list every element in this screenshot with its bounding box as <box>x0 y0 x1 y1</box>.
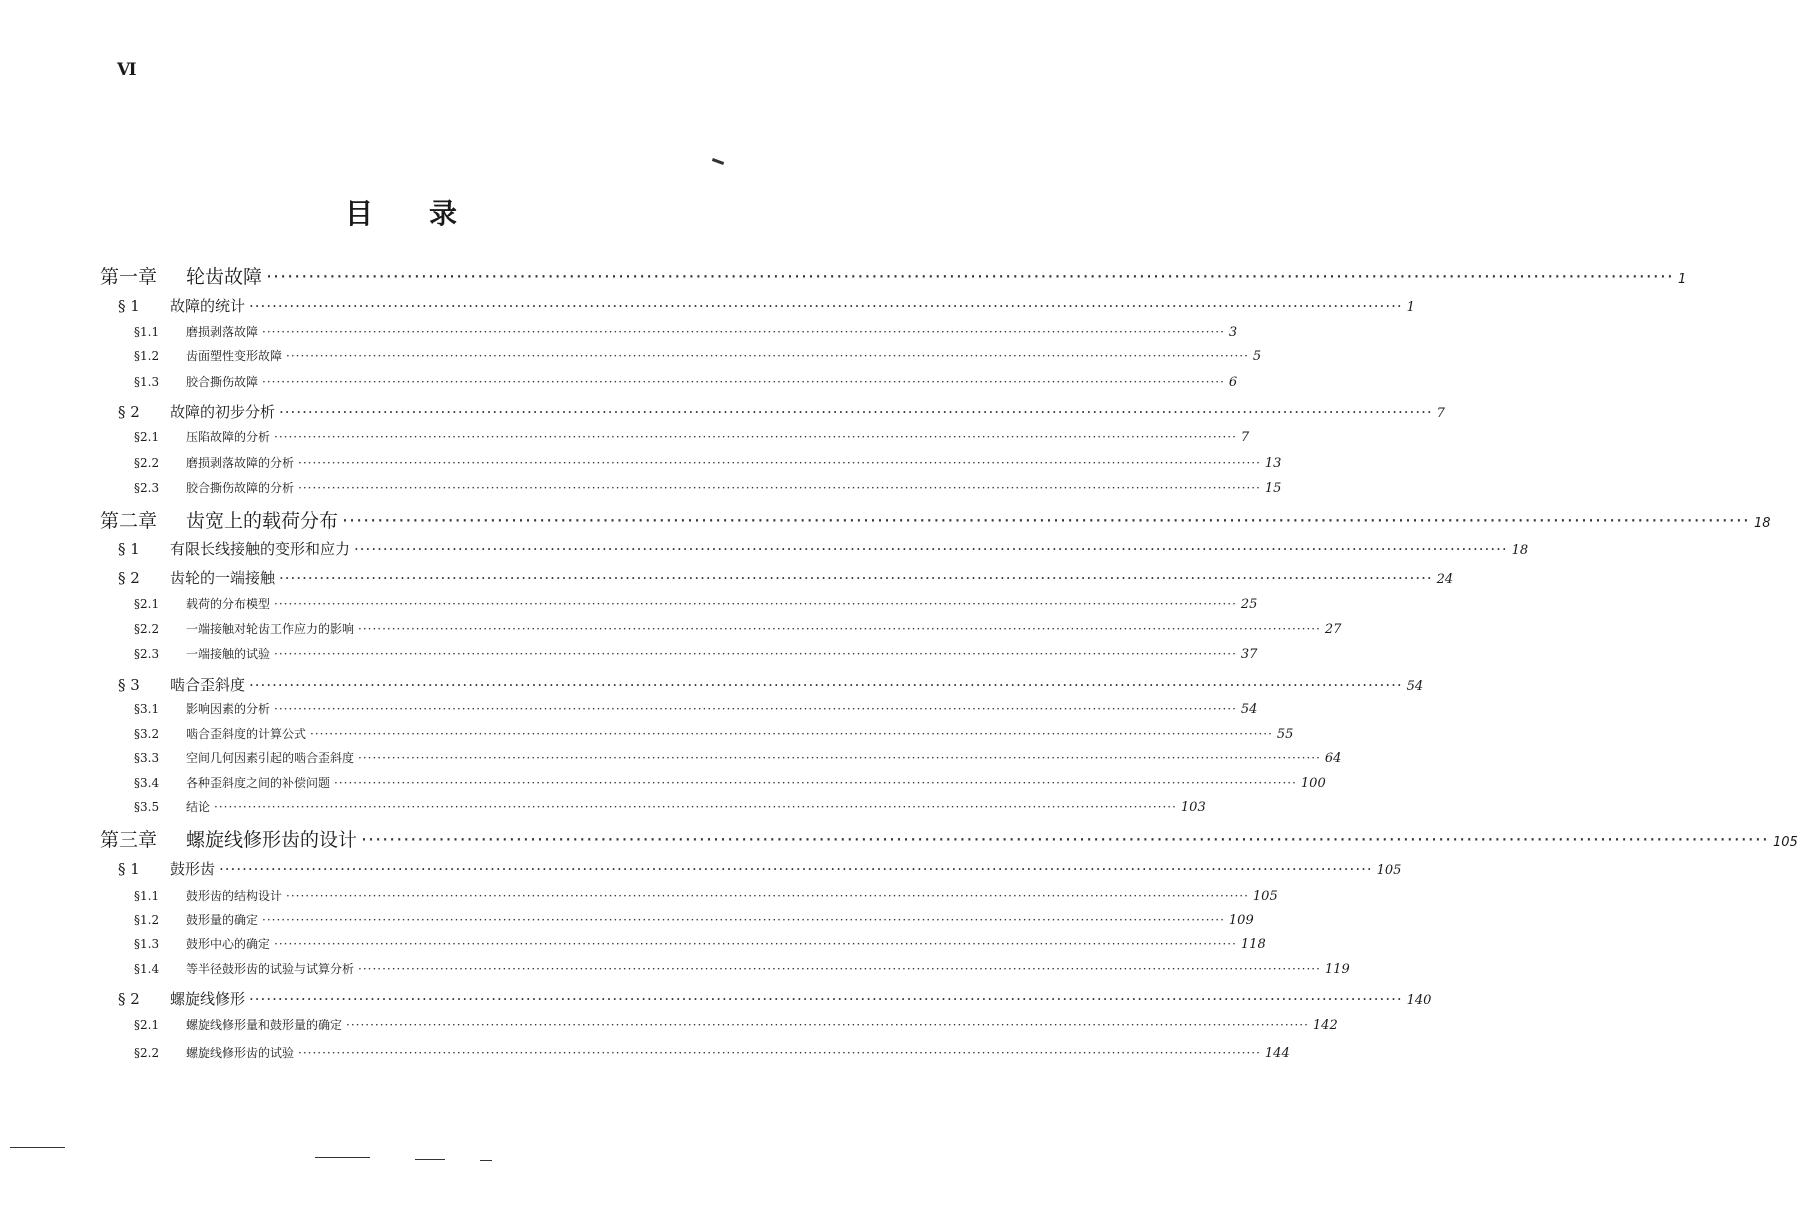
toc-entry-section <box>118 295 1415 316</box>
toc-entry-label <box>134 960 354 977</box>
dot-leader: ········································································································································································································ <box>358 622 1321 636</box>
toc-entry-title: 影响因素的分析 <box>186 702 271 716</box>
toc-entry-sub <box>134 373 1238 390</box>
toc-entry-section <box>118 401 1445 422</box>
toc-entry-sub <box>134 347 1262 364</box>
toc-entry-number: §1.2 <box>134 913 160 927</box>
toc-entry-page: 24 <box>1436 572 1454 587</box>
dot-leader: ········································································································································································································ <box>358 751 1321 765</box>
toc-entry-page: 13 <box>1264 456 1282 471</box>
toc-entry-page: 7 <box>1436 406 1445 421</box>
toc-entry-sub <box>134 935 1266 952</box>
toc-entry-page: 1 <box>1677 272 1687 287</box>
toc-entry-page: 100 <box>1300 776 1326 791</box>
toc-entry-label <box>134 479 294 496</box>
toc-entry-sub <box>134 620 1342 637</box>
dot-leader: ········································································································································································································ <box>286 889 1249 903</box>
toc-entry-title: 空间几何因素引起的啮合歪斜度 <box>186 751 355 765</box>
toc-entry-label <box>134 347 282 364</box>
dot-leader: ········································································································································································································ <box>358 962 1321 976</box>
toc-entry-number: §1.4 <box>134 962 160 976</box>
toc-entry-page: 3 <box>1228 325 1238 340</box>
toc-entry-sub <box>134 1016 1338 1033</box>
toc-title-text: 目 录 <box>344 197 457 230</box>
toc-title <box>0 192 802 232</box>
dot-leader: ········································································································································································································ <box>274 702 1237 716</box>
toc-entry-page: 109 <box>1228 913 1254 928</box>
toc-entry-title: 啮合歪斜度 <box>170 676 246 694</box>
dot-leader: ········································································································································································································ <box>310 727 1273 741</box>
toc-entry-number: 第一章 <box>100 266 158 288</box>
toc-entry-number: § 2 <box>118 569 140 587</box>
dot-leader: ········································································································································································································ <box>219 860 1373 878</box>
toc-entry-label <box>134 700 270 717</box>
toc-entry-title: 齿面塑性变形故障 <box>186 349 283 363</box>
scan-mark <box>315 1157 370 1158</box>
toc-entry-label <box>134 725 306 742</box>
toc-entry-chapter <box>100 262 1687 289</box>
dot-leader: ········································································································································································································ <box>249 676 1403 694</box>
toc-entry-section <box>118 674 1424 695</box>
toc-entry-sub <box>134 700 1258 717</box>
toc-entry-number: § 2 <box>118 990 140 1008</box>
toc-entry-sub <box>134 911 1254 928</box>
toc-entry-title: 鼓形量的确定 <box>186 913 259 927</box>
toc-entry-label <box>134 454 294 471</box>
toc-entry-number: §1.2 <box>134 349 160 363</box>
toc-entry-page: 105 <box>1252 889 1278 904</box>
toc-entry-page: 25 <box>1240 597 1258 612</box>
dot-leader: ········································································································································································································ <box>279 403 1433 421</box>
scan-mark <box>10 1147 65 1148</box>
toc-entry-title: 压陷故障的分析 <box>186 430 271 444</box>
toc-entry-title: 鼓形齿的结构设计 <box>186 889 283 903</box>
toc-entry-page: 119 <box>1324 962 1350 977</box>
toc-entry-label <box>134 749 354 766</box>
toc-entry-label <box>134 798 210 815</box>
toc-entry-number: § 3 <box>118 676 140 694</box>
toc-entry-chapter <box>100 825 1798 852</box>
toc-entry-number: §2.1 <box>134 597 160 611</box>
toc-entry-title: 鼓形中心的确定 <box>186 937 271 951</box>
toc-entry-label <box>118 401 275 422</box>
dot-leader: ········································································································································································································ <box>266 266 1674 288</box>
dot-leader: ········································································································································································································ <box>262 325 1225 339</box>
scan-mark <box>712 158 724 165</box>
toc-entry-title: 齿宽上的载荷分布 <box>186 510 339 532</box>
toc-entry-number: 第三章 <box>100 829 158 851</box>
toc-entry-page: 5 <box>1252 349 1262 364</box>
toc-entry-label <box>118 858 215 879</box>
toc-entry-page: 6 <box>1228 375 1238 390</box>
toc-entry-page: 7 <box>1240 430 1250 445</box>
toc-entry-sub <box>134 749 1342 766</box>
toc-entry-page: 54 <box>1406 679 1424 694</box>
toc-entry-title: 一端接触的试验 <box>186 647 271 661</box>
toc-entry-number: § 2 <box>118 403 140 421</box>
toc-entry-label <box>118 674 245 695</box>
toc-entry-title: 故障的初步分析 <box>170 403 276 421</box>
toc-entry-section <box>118 858 1402 879</box>
toc-entry-number: §1.1 <box>134 325 160 339</box>
scan-mark <box>480 1160 492 1161</box>
toc-entry-chapter <box>100 506 1771 533</box>
toc-entry-label <box>118 538 350 559</box>
toc-entry-sub <box>134 645 1258 662</box>
toc-entry-title: 螺旋线修形齿的试验 <box>186 1046 295 1060</box>
toc-entry-page: 1 <box>1406 300 1415 315</box>
dot-leader: ········································································································································································································ <box>298 481 1261 495</box>
dot-leader: ········································································································································································································ <box>262 375 1225 389</box>
toc-entry-number: §2.3 <box>134 481 160 495</box>
toc-entry-page: 118 <box>1240 937 1266 952</box>
toc-entry-label <box>134 645 270 662</box>
toc-entry-page: 144 <box>1264 1046 1290 1061</box>
toc-entry-number: § 1 <box>118 297 140 315</box>
toc-entry-label <box>118 988 245 1009</box>
dot-leader: ········································································································································································································ <box>214 800 1177 814</box>
toc-entry-sub <box>134 725 1294 742</box>
toc-entry-label <box>134 373 258 390</box>
dot-leader: ········································································································································································································ <box>298 1046 1261 1060</box>
scan-mark <box>415 1159 445 1160</box>
toc-entry-title: 螺旋线修形量和鼓形量的确定 <box>186 1018 343 1032</box>
toc-entry-label <box>100 825 357 852</box>
dot-leader: ········································································································································································································ <box>274 647 1237 661</box>
toc-entry-sub <box>134 479 1282 496</box>
toc-entry-number: §2.1 <box>134 430 160 444</box>
toc-entry-number: §1.3 <box>134 937 160 951</box>
dot-leader: ········································································································································································································ <box>286 349 1249 363</box>
toc-entry-title: 结论 <box>186 800 211 814</box>
toc-entry-label <box>134 935 270 952</box>
toc-entry-page: 15 <box>1264 481 1282 496</box>
toc-entry-sub <box>134 428 1250 445</box>
dot-leader: ········································································································································································································ <box>361 829 1769 851</box>
page-number: Ⅵ <box>117 60 135 80</box>
toc-entry-label <box>100 262 262 289</box>
toc-entry-number: §1.3 <box>134 375 160 389</box>
toc-entry-sub <box>134 454 1282 471</box>
toc-entry-page: 105 <box>1376 863 1402 878</box>
toc-entry-title: 啮合歪斜度的计算公式 <box>186 727 307 741</box>
toc-entry-title: 磨损剥落故障的分析 <box>186 456 295 470</box>
toc-entry-sub <box>134 595 1258 612</box>
dot-leader: ········································································································································································································ <box>274 597 1237 611</box>
toc-entry-page: 18 <box>1511 543 1529 558</box>
dot-leader: ········································································································································································································ <box>334 776 1297 790</box>
toc-entry-number: §3.5 <box>134 800 160 814</box>
toc-entry-section <box>118 988 1432 1009</box>
toc-entry-sub <box>134 1044 1290 1061</box>
toc-entry-label <box>134 911 258 928</box>
toc-entry-number: §3.2 <box>134 727 160 741</box>
toc-entry-sub <box>134 887 1278 904</box>
toc-entry-number: §1.1 <box>134 889 160 903</box>
toc-entry-page: 64 <box>1324 751 1342 766</box>
toc-entry-section <box>118 538 1529 559</box>
toc-entry-title: 胶合撕伤故障的分析 <box>186 481 295 495</box>
dot-leader: ········································································································································································································ <box>346 1018 1309 1032</box>
toc-entry-label <box>118 295 245 316</box>
toc-entry-label <box>134 774 330 791</box>
toc-entry-label <box>134 1044 294 1061</box>
toc-entry-number: §3.4 <box>134 776 160 790</box>
toc-entry-label <box>100 506 338 533</box>
toc-entry-title: 磨损剥落故障 <box>186 325 259 339</box>
dot-leader: ········································································································································································································ <box>274 430 1237 444</box>
toc-entry-number: §3.1 <box>134 702 160 716</box>
toc-entry-sub <box>134 960 1350 977</box>
toc-entry-number: § 1 <box>118 860 140 878</box>
toc-entry-label <box>134 1016 342 1033</box>
toc-entry-label <box>134 323 258 340</box>
toc-entry-title: 胶合撕伤故障 <box>186 375 259 389</box>
dot-leader: ········································································································································································································ <box>279 569 1433 587</box>
toc-entry-page: 54 <box>1240 702 1258 717</box>
toc-entry-title: 螺旋线修形齿的设计 <box>186 829 358 851</box>
toc-entry-number: §2.1 <box>134 1018 160 1032</box>
toc-entry-page: 55 <box>1276 727 1294 742</box>
dot-leader: ········································································································································································································ <box>298 456 1261 470</box>
toc-entry-title: 故障的统计 <box>170 297 246 315</box>
toc-entry-title: 载荷的分布模型 <box>186 597 271 611</box>
toc-entry-title: 各种歪斜度之间的补偿问题 <box>186 776 331 790</box>
toc-entry-sub <box>134 774 1326 791</box>
toc-entry-page: 37 <box>1240 647 1258 662</box>
toc-entry-number: §3.3 <box>134 751 160 765</box>
toc-entry-number: §2.2 <box>134 456 160 470</box>
dot-leader: ········································································································································································································ <box>354 540 1508 558</box>
toc-entry-sub <box>134 798 1206 815</box>
toc-entry-page: 103 <box>1180 800 1206 815</box>
toc-entry-sub <box>134 323 1238 340</box>
dot-leader: ········································································································································································································ <box>249 990 1403 1008</box>
dot-leader: ········································································································································································································ <box>342 510 1750 532</box>
toc-entry-page: 18 <box>1753 516 1771 531</box>
toc-entry-page: 27 <box>1324 622 1342 637</box>
toc-entry-label <box>118 567 275 588</box>
toc-entry-number: §2.2 <box>134 622 160 636</box>
dot-leader: ········································································································································································································ <box>262 913 1225 927</box>
toc-entry-section <box>118 567 1454 588</box>
toc-entry-title: 齿轮的一端接触 <box>170 569 276 587</box>
toc-entry-title: 一端接触对轮齿工作应力的影响 <box>186 622 355 636</box>
toc-entry-title: 螺旋线修形 <box>170 990 246 1008</box>
dot-leader: ········································································································································································································ <box>249 297 1403 315</box>
toc-entry-title: 等半径鼓形齿的试验与试算分析 <box>186 962 355 976</box>
toc-entry-page: 105 <box>1772 835 1798 850</box>
toc-entry-label <box>134 887 282 904</box>
toc-entry-title: 有限长线接触的变形和应力 <box>170 540 351 558</box>
toc-entry-title: 轮齿故障 <box>186 266 263 288</box>
toc-entry-label <box>134 620 354 637</box>
toc-entry-title: 鼓形齿 <box>170 860 216 878</box>
dot-leader: ········································································································································································································ <box>274 937 1237 951</box>
toc-entry-label <box>134 595 270 612</box>
toc-entry-label <box>134 428 270 445</box>
toc-entry-number: § 1 <box>118 540 140 558</box>
toc-entry-page: 142 <box>1312 1018 1338 1033</box>
toc-entry-number: 第二章 <box>100 510 158 532</box>
toc-entry-page: 140 <box>1406 993 1432 1008</box>
toc-entry-number: §2.3 <box>134 647 160 661</box>
toc-entry-number: §2.2 <box>134 1046 160 1060</box>
